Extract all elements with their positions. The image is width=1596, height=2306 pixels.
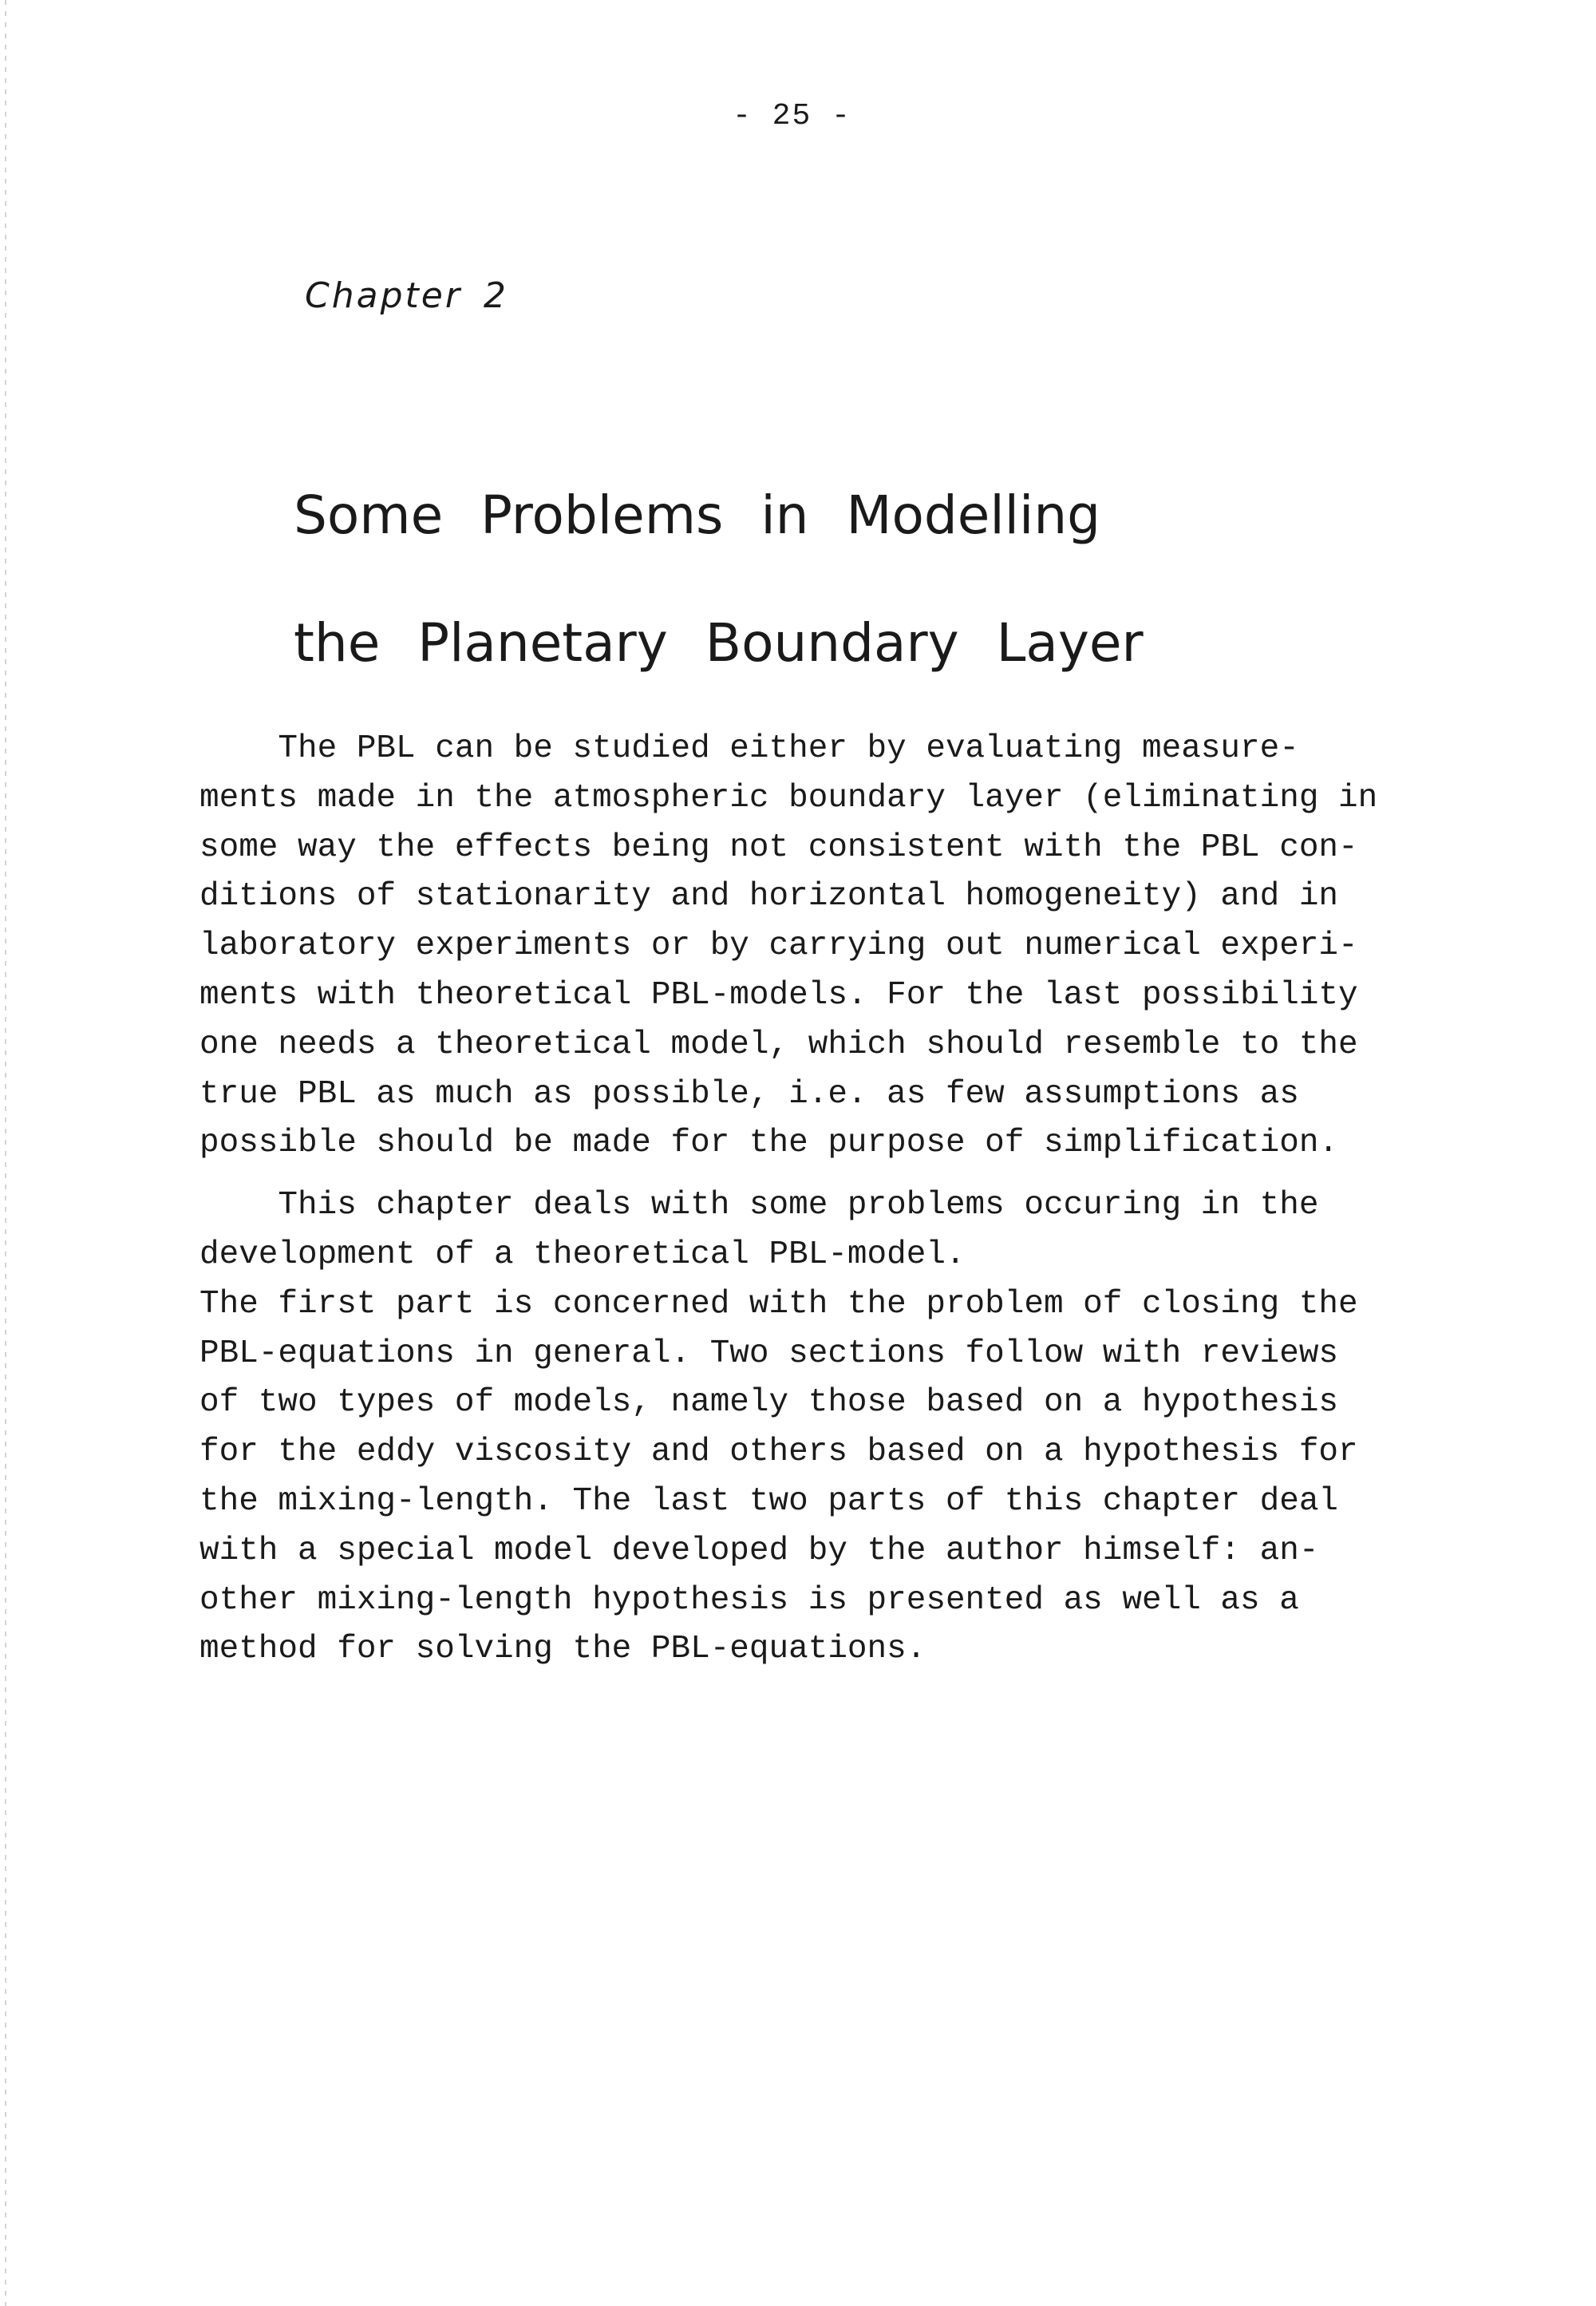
text-line: true PBL as much as possible, i.e. as few assumptions as: [200, 1075, 1299, 1113]
text-line: ments made in the atmospheric boundary layer (eliminating in: [200, 779, 1378, 817]
text-line: PBL-equations in general. Two sections follow with reviews: [200, 1335, 1339, 1372]
text-line: of two types of models, namely those based on a hypothesis: [200, 1384, 1339, 1422]
paragraph-1: [200, 725, 1412, 1169]
text-line: some way the effects being not consistent with the PBL con-: [200, 829, 1358, 866]
text-line: development of a theoretical PBL-model.: [200, 1236, 966, 1273]
text-line: The PBL can be studied either by evaluating measure-: [200, 730, 1299, 767]
text-line: method for solving the PBL-equations.: [200, 1631, 926, 1668]
page-number: - 25 -: [733, 99, 851, 133]
chapter-title-line-1: Some Problems in Modelling: [294, 485, 1101, 546]
body-text: [200, 725, 1412, 1675]
paragraph-gap: [200, 1169, 1412, 1181]
text-line: one needs a theoretical model, which should resemble to the: [200, 1026, 1358, 1063]
text-line: The first part is concerned with the problem of closing the: [200, 1285, 1358, 1323]
text-line: the mixing-length. The last two parts of this chapter deal: [200, 1482, 1339, 1520]
chapter-label: Chapter 2: [305, 275, 508, 316]
text-line: possible should be made for the purpose of simplification.: [200, 1125, 1339, 1162]
text-line: ditions of stationarity and horizontal homogeneity) and in: [200, 878, 1339, 916]
text-line: laboratory experiments or by carrying out numerical experi-: [200, 928, 1358, 965]
chapter-title: [294, 452, 1411, 707]
text-line: with a special model developed by the author himself: an-: [200, 1532, 1319, 1569]
text-line: for the eddy viscosity and others based on a hypothesis for: [200, 1434, 1358, 1471]
scan-edge-artifact: [5, 0, 6, 2306]
text-line: other mixing-length hypothesis is presented as well as a: [200, 1581, 1299, 1619]
chapter-title-line-2: the Planetary Boundary Layer: [294, 612, 1144, 674]
text-line: This chapter deals with some problems occuring in the: [200, 1187, 1319, 1224]
text-line: ments with theoretical PBL-models. For the last possibility: [200, 976, 1358, 1014]
paragraph-2: [200, 1181, 1412, 1675]
